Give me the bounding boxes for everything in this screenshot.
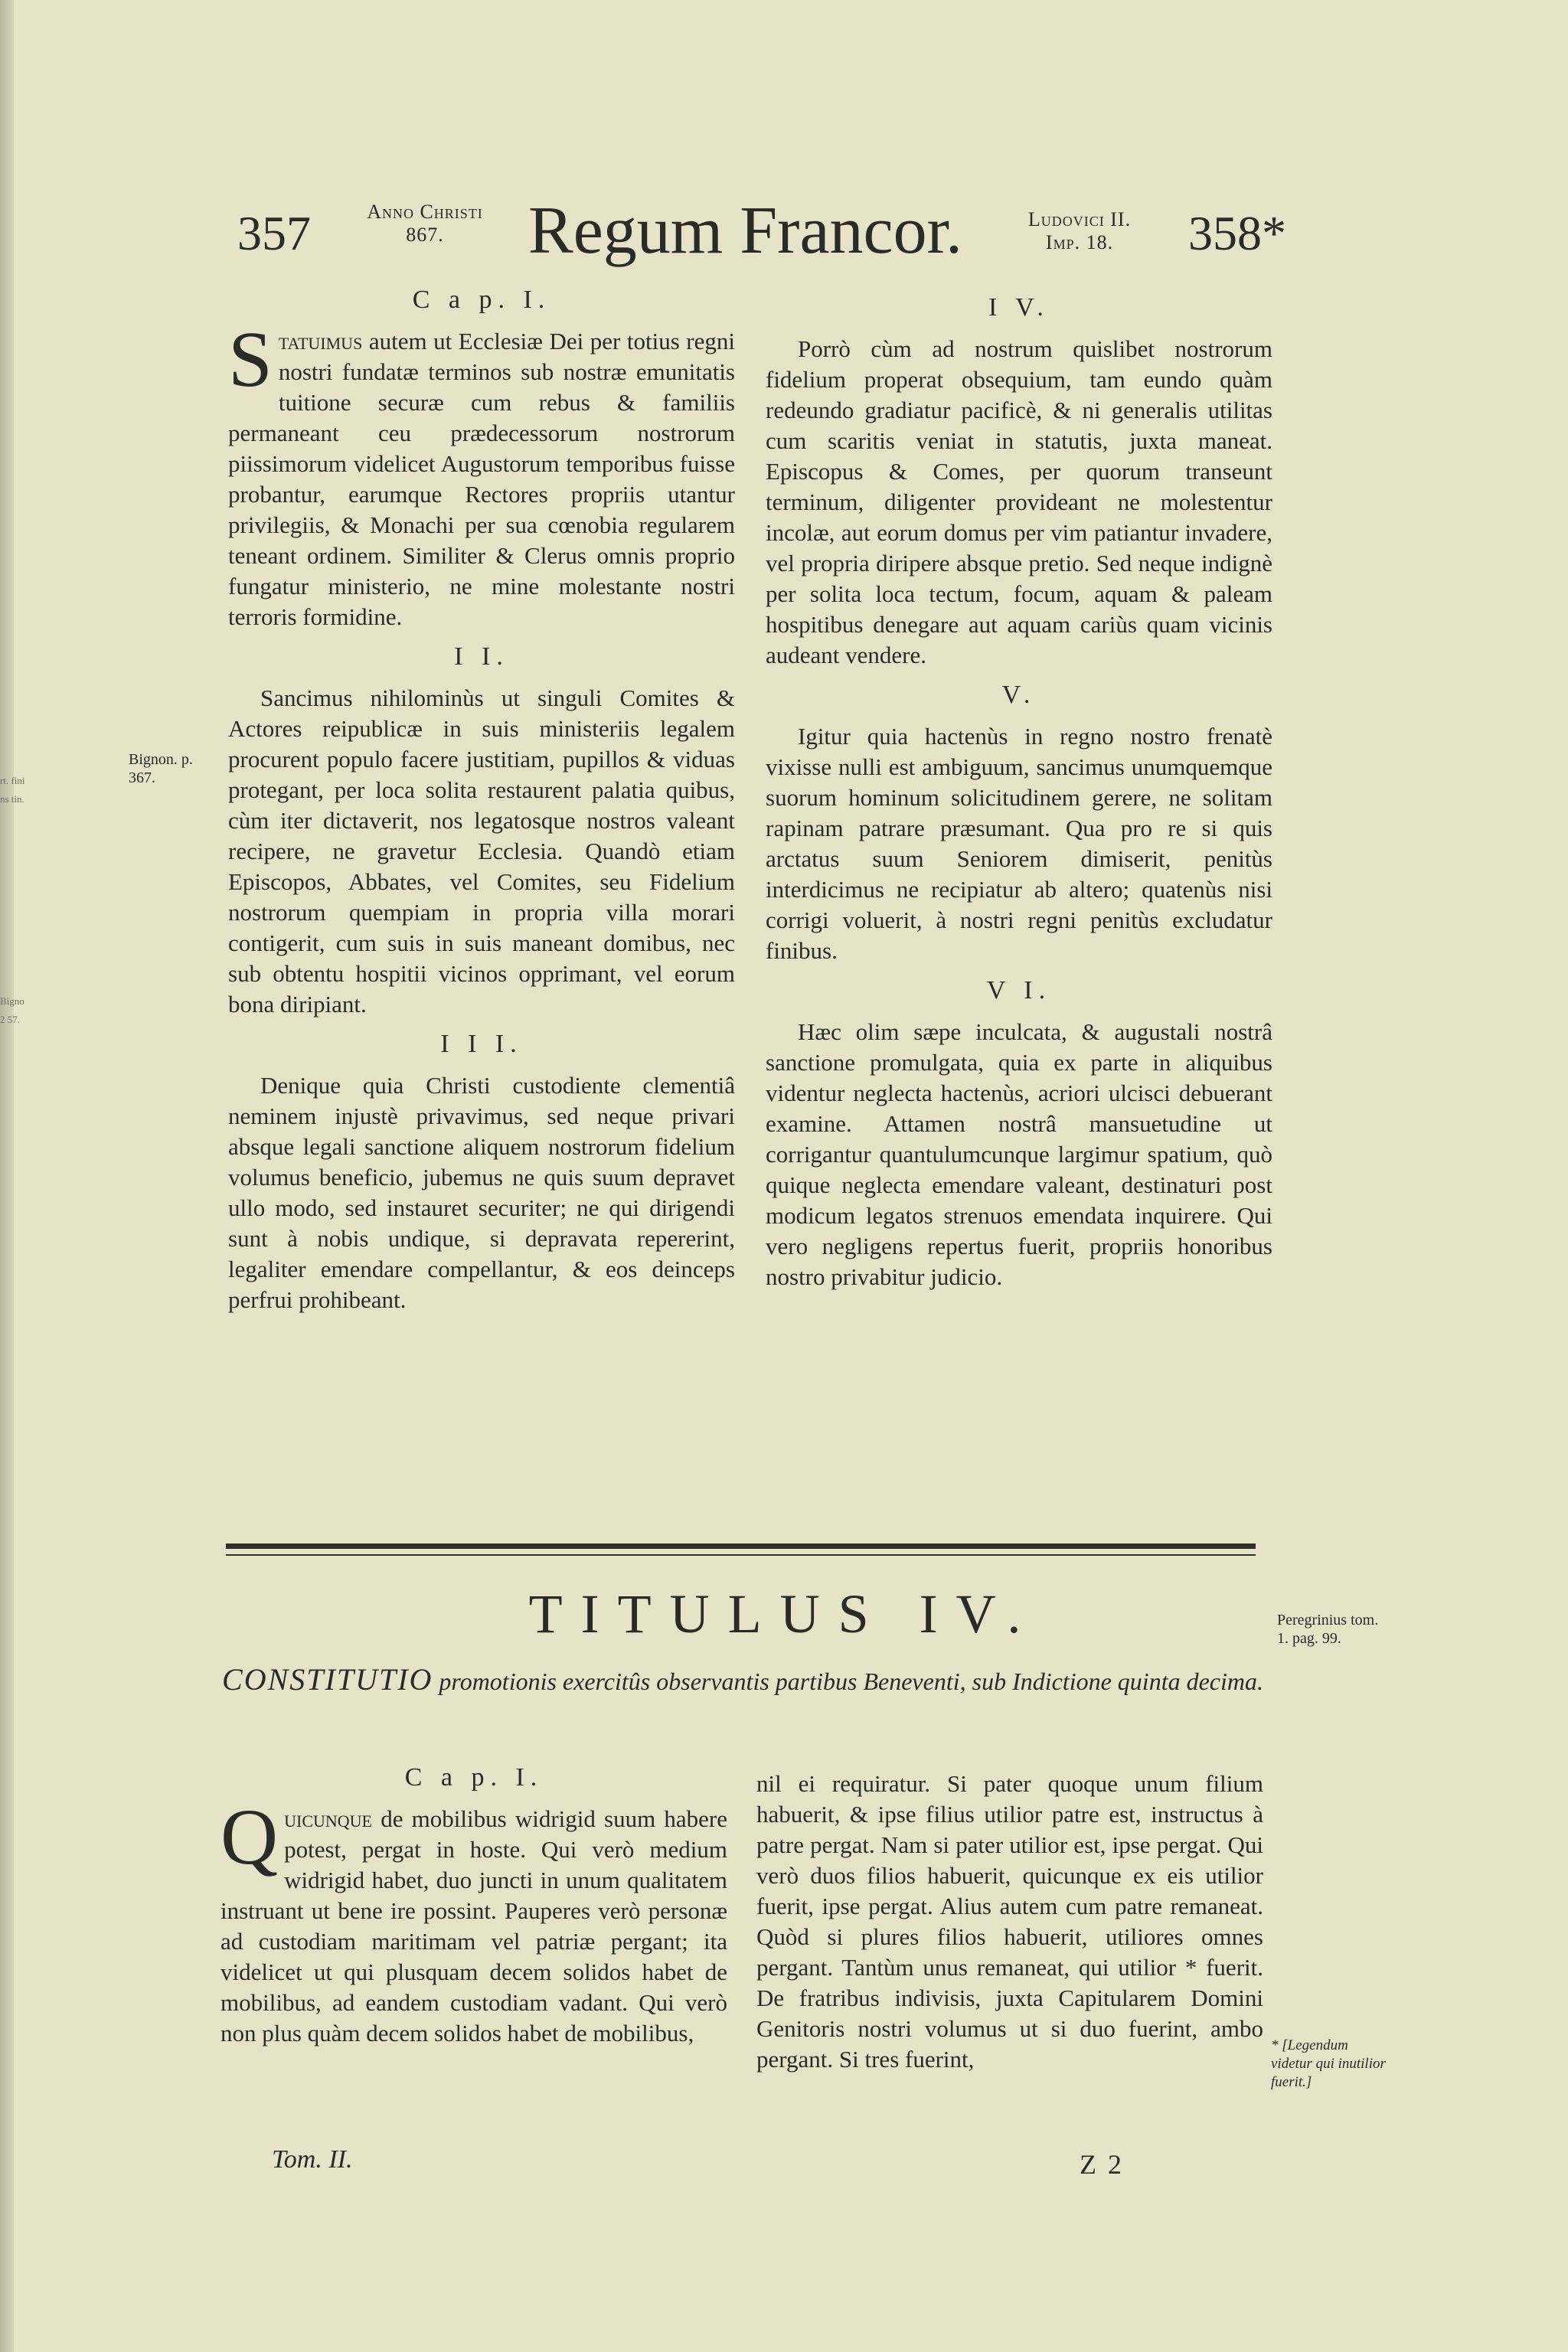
anno-year: 867. [406,224,444,246]
cap6-heading: V I. [986,976,1052,1004]
drop-cap: S [228,315,273,403]
cap3-paragraph: Denique quia Christi custodiente clementiâ neminem injustè privavimus, sed neque privari absque legali sanctione aliquem nostrorum fidelium volumus beneficio, jubemus ne quis suum depravet ullo modo, sed instauret securiter; ne qui dirigendi sunt à nobis undique, si depravata repererint, legaliter emendare compellantur, & eos deinceps perfrui prohibeant. [228,1072,735,1313]
cap5-heading: V. [1001,681,1037,709]
ludovici-line: Ludovici II. [1027,208,1132,230]
gutter-note: Bigno [0,995,24,1007]
running-title: Regum Francor. [528,194,963,268]
cap4-heading: I V. [988,293,1050,322]
right-page-number: 358* [1188,206,1286,260]
lower-right-paragraph: nil ei requiratur. Si pater quoque unum filium habuerit, & ipse filius utilior patre est, instructus à patre pergat. Nam si pater utilior est, ipse pergat. Qui verò duos filios habuerit, quicunque ex eis utilior fuerit, ipse pergat. Alius autem cum patre remaneat. Quòd si plures filios habuerit, utiliores omnes pergant. Tantùm unus remaneat, qui utilior * fuerit. De fratribus indivisis, juxta Capitularem Domini Genitoris nostri volumus ut si duo fuerint, ambo pergant. Si tres fuerint, [756,1770,1263,2073]
constitutio-rest: promotionis exercitûs observantis partibus Beneventi, sub Indictione quinta decima. [439,1668,1263,1695]
drop-cap: Q [220,1793,279,1881]
cap5-paragraph: Igitur quia hactenùs in regno nostro frenatè vixisse nulli est ambiguum, sancimus unumquemque suorum hominum solicitudinem gerere, ne solitam rapinam patrare præsumant. Qua pro re si quis arctatus suum Seniorem dimiserit, penitùs interdicimus ne recipiatur ab altero; quatenùs nisi corrigi voluerit, à nostri regni penitùs excludatur finibus. [766,723,1272,964]
left-page-number: 357 [237,206,311,260]
lower-cap1-first-word: uicunque [284,1805,372,1832]
lower-left-column [220,1753,727,2049]
imp-line: Imp. 18. [1045,231,1114,253]
constitutio-caps: CONSTITUTIO [222,1662,433,1697]
section-rule-thick [226,1544,1256,1549]
ludovici-imp [1003,208,1156,254]
gutter-note: rt. fini [0,775,25,786]
page-gutter [0,0,14,2352]
margin-note-legendum: * [Legendum videtur qui inutilior fuerit.] [1271,2037,1386,2090]
margin-note-peregrinius: Peregrinius tom. 1. pag. 99. [1277,1612,1379,1647]
cap1-heading: C a p. I. [412,286,551,314]
cap2-paragraph: Sancimus nihilominùs ut singuli Comites & Actores reipublicæ in suis ministeriis legalem procurent populo facere justitiam, pupillos & viduas protegant, per loca solita restaurent palatia quibus, cùm iter dictaverit, nos legatosque nostros valeant recipere, ne gravetur Ecclesia. Quandò etiam Episcopos, Abbates, vel Comites, seu Fidelium nostrorum quempiam in propria villa morari contigerit, cum suis in suis maneant domibus, nec sub obtentu hospitii vicinos opprimant, vel eorum bona diripiant. [228,684,735,1018]
anno-line: Anno Christi [367,201,483,223]
margin-note-bignon: Bignon. p. 367. [129,751,193,786]
signature-mark: Z 2 [1080,2149,1124,2180]
titulus-heading: TITULUS IV. [528,1583,1040,1645]
cap3-heading: I I I. [440,1030,523,1058]
right-column [766,283,1272,1292]
volume-marker: Tom. II. [272,2145,353,2174]
lower-cap1-paragraph [220,1793,728,2049]
section-rule-thin [226,1554,1256,1556]
lower-right-column [756,1769,1263,2075]
lower-cap1-heading: C a p. I. [404,1763,544,1792]
anno-christi [337,201,513,247]
cap1-text: autem ut Ecclesiæ Dei per totius regni nostri fundatæ terminos sub nostræ emunitatis tuitione securæ cum rebus & familiis permaneant ceu prædecessorum nostrorum piissimorum videlicet Augustorum temporibus fuisse probantur, earumque Rectores propriis utantur privilegiis, & Monachi per sua cœnobia regularem teneant ordinem. Similiter & Clerus omnis proprio fungatur ministerio, ne mine molestante nostri terroris formidine. [228,328,735,630]
cap6-paragraph: Hæc olim sæpe inculcata, & augustali nostrâ sanctione promulgata, quia ex parte in aliquibus videntur neglecta hactenùs, acriori ulcisci debuerant examine. Attamen nostrâ mansuetudine ut corrigantur quantulumcunque largimur spatium, quò quique neglecta emendare valeant, destinaturi post modicum legatos strenuos emendata inquirere. Qui vero negligens repertus fuerit, propriis honoribus nostro privabitur judicio. [766,1018,1272,1290]
cap1-first-word: tatuimus [278,328,363,354]
gutter-note: 2 57. [0,1014,20,1025]
gutter-note: ns tin. [0,793,24,805]
cap4-paragraph: Porrò cùm ad nostrum quislibet nostrorum fidelium properat obsequium, tam eundo quàm redeundo gradiatur pacificè, & ni generalis utilitas cum scaritis veniat in statutis, juxta maneat. Episcopus & Comes, per quorum transeunt terminum, diligenter provideant ne molestentur incolæ, aut eorum domus per vim patiantur invadere, vel propria diripere absque pretio. Sed neque indignè per solita loca tectum, focum, aquam & paleam hospitibus denegare aut aquam cariùs quam vicinis audeant vendere. [766,335,1272,668]
cap2-heading: I I. [454,642,509,671]
constitutio-subtitle [222,1663,1263,1698]
lower-cap1-text: de mobilibus widrigid suum habere potest, pergat in hoste. Qui verò medium widrigid habet, duo juncti in unum qualitatem instruant ut bene ire possint. Pauperes verò personæ ad custodiam maritimam vel patriæ pergant; ita videlicet ut qui plusquam decem solidos habet de mobilibus, ad eandem custodiam vadant. Qui verò non plus quàm decem solidos habet de mobilibus, [220,1805,728,2047]
left-column [228,276,735,1315]
cap1-paragraph [228,315,735,632]
